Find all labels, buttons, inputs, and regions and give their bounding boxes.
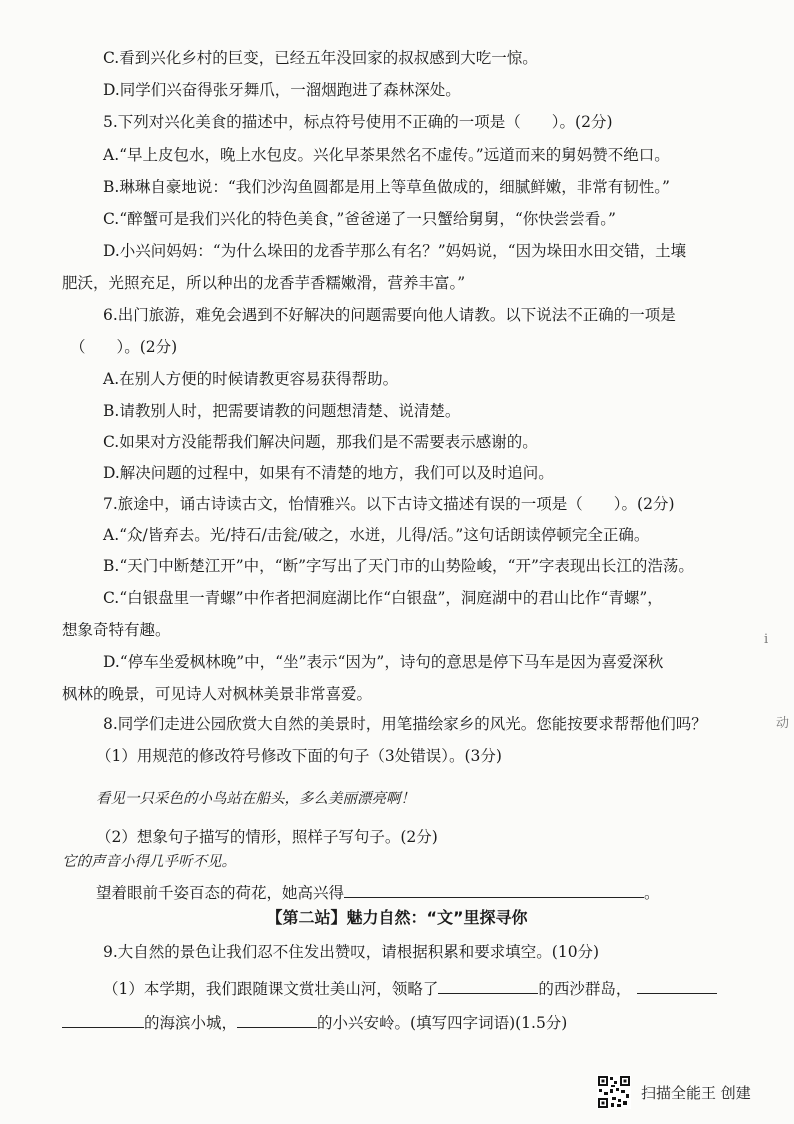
q5-option-d-line1: D.小兴问妈妈：“为什么垛田的龙香芋那么有名？”妈妈说，“因为垛田水田交错，土壤 — [103, 242, 687, 260]
q8-period: 。 — [644, 884, 660, 902]
q6-option-a: A.在别人方便的时候请教更容易获得帮助。 — [103, 370, 399, 388]
q6-option-d: D.解决问题的过程中，如果有不清楚的地方，我们可以及时追问。 — [103, 464, 554, 482]
q9-blank-1[interactable] — [438, 977, 538, 994]
q7-option-c-line2: 想象奇特有趣。 — [62, 621, 171, 639]
q6-option-c: C.如果对方没能帮我们解决问题，那我们是不需要表示感谢的。 — [103, 433, 538, 451]
q8-stem: 8.同学们走进公园欣赏大自然的美景时，用笔描绘家乡的风光。您能按要求帮帮他们吗？ — [103, 715, 707, 733]
q5-stem: 5.下列对兴化美食的描述中，标点符号使用不正确的一项是（ ）。(2分) — [103, 113, 613, 131]
q8-fill-line — [96, 881, 660, 903]
q4-option-c: C.看到兴化乡村的巨变，已经五年没回家的叔叔感到大吃一惊。 — [103, 49, 538, 67]
q9-blank-2b[interactable] — [62, 1011, 144, 1028]
q8-prompt-text: 望着眼前千姿百态的荷花，她高兴得 — [96, 884, 345, 902]
q6-stem-line1: 6.出门旅游，难免会遇到不好解决的问题需要向他人请教。以下说法不正确的一项是 — [103, 306, 676, 324]
q5-option-b: B.琳琳自豪地说：“我们沙沟鱼圆都是用上等草鱼做成的，细腻鲜嫩，非常有韧性。” — [103, 178, 670, 196]
q7-option-d-line2: 枫林的晚景，可见诗人对枫林美景非常喜爱。 — [62, 685, 373, 703]
q9-part1-text-b: 的西沙群岛， — [538, 980, 632, 998]
station-2-heading: 【第二站】魅力自然：“文”里探寻你 — [266, 908, 528, 927]
q9-part1-text-a: （1）本学期，我们跟随课文赏壮美山河，领略了 — [103, 980, 439, 998]
qr-code-icon — [597, 1075, 631, 1109]
edge-mark-2: 动 — [776, 716, 790, 731]
q6-stem-line2: （ ）。(2分) — [70, 338, 178, 356]
q7-stem: 7.旅途中，诵古诗读古文，怡情雅兴。以下古诗文描述有误的一项是（ ）。(2分) — [103, 495, 675, 513]
q9-part1-text-d: 的小兴安岭。(填写四字词语)(1.5分) — [317, 1014, 568, 1032]
q8-part2: （2）想象句子描写的情形，照样子写句子。(2分) — [96, 828, 438, 846]
q8-answer-blank[interactable] — [344, 881, 644, 898]
q8-handwritten-sentence: 看见一只采色的小鸟站在船头，多么美丽漂亮啊！ — [96, 791, 415, 807]
q9-stem: 9.大自然的景色让我们忍不住发出赞叹，请根据积累和要求填空。(10分) — [103, 943, 600, 961]
q4-option-d: D.同学们兴奋得张牙舞爪，一溜烟跑进了森林深处。 — [103, 81, 461, 99]
q6-option-b: B.请教别人时，把需要请教的问题想清楚、说清楚。 — [103, 402, 461, 420]
q9-blank-3[interactable] — [237, 1011, 317, 1028]
scanner-watermark — [597, 1075, 751, 1109]
q9-part1-text-c: 的海滨小城， — [144, 1014, 238, 1032]
q9-part1-line2 — [62, 1011, 567, 1033]
q5-option-a: A.“早上皮包水，晚上水包皮。兴化早茶果然名不虚传。”远道而来的舅妈赞不绝口。 — [103, 146, 670, 164]
q7-option-b: B.“天门中断楚江开”中，“断”字写出了天门市的山势险峻，“开”字表现出长江的浩荡。 — [103, 557, 694, 575]
scanner-watermark-text: 扫描全能王 创建 — [641, 1083, 751, 1102]
edge-mark-1: i — [764, 632, 769, 647]
q9-blank-2a[interactable] — [637, 977, 717, 994]
q7-option-a: A.“众/皆弃去。光/持石/击瓮/破之，水迸，儿得/活。”这句话朗读停顿完全正确。 — [103, 526, 650, 544]
q9-part1-line1 — [103, 977, 717, 999]
q5-option-c: C.“醉蟹可是我们兴化的特色美食，”爸爸递了一只蟹给舅舅，“你快尝尝看。” — [103, 210, 616, 228]
q7-option-d-line1: D.“停车坐爱枫林晚”中，“坐”表示“因为”，诗句的意思是停下马车是因为喜爱深秋 — [103, 653, 664, 671]
q5-option-d-line2: 肥沃，光照充足，所以种出的龙香芋香糯嫩滑，营养丰富。” — [62, 274, 466, 292]
q8-part1: （1）用规范的修改符号修改下面的句子（3处错误）。(3分) — [96, 747, 502, 765]
q8-example-sentence: 它的声音小得几乎听不见。 — [62, 854, 236, 870]
q7-option-c-line1: C.“白银盘里一青螺”中作者把洞庭湖比作“白银盘”，洞庭湖中的君山比作“青螺”， — [103, 589, 663, 607]
